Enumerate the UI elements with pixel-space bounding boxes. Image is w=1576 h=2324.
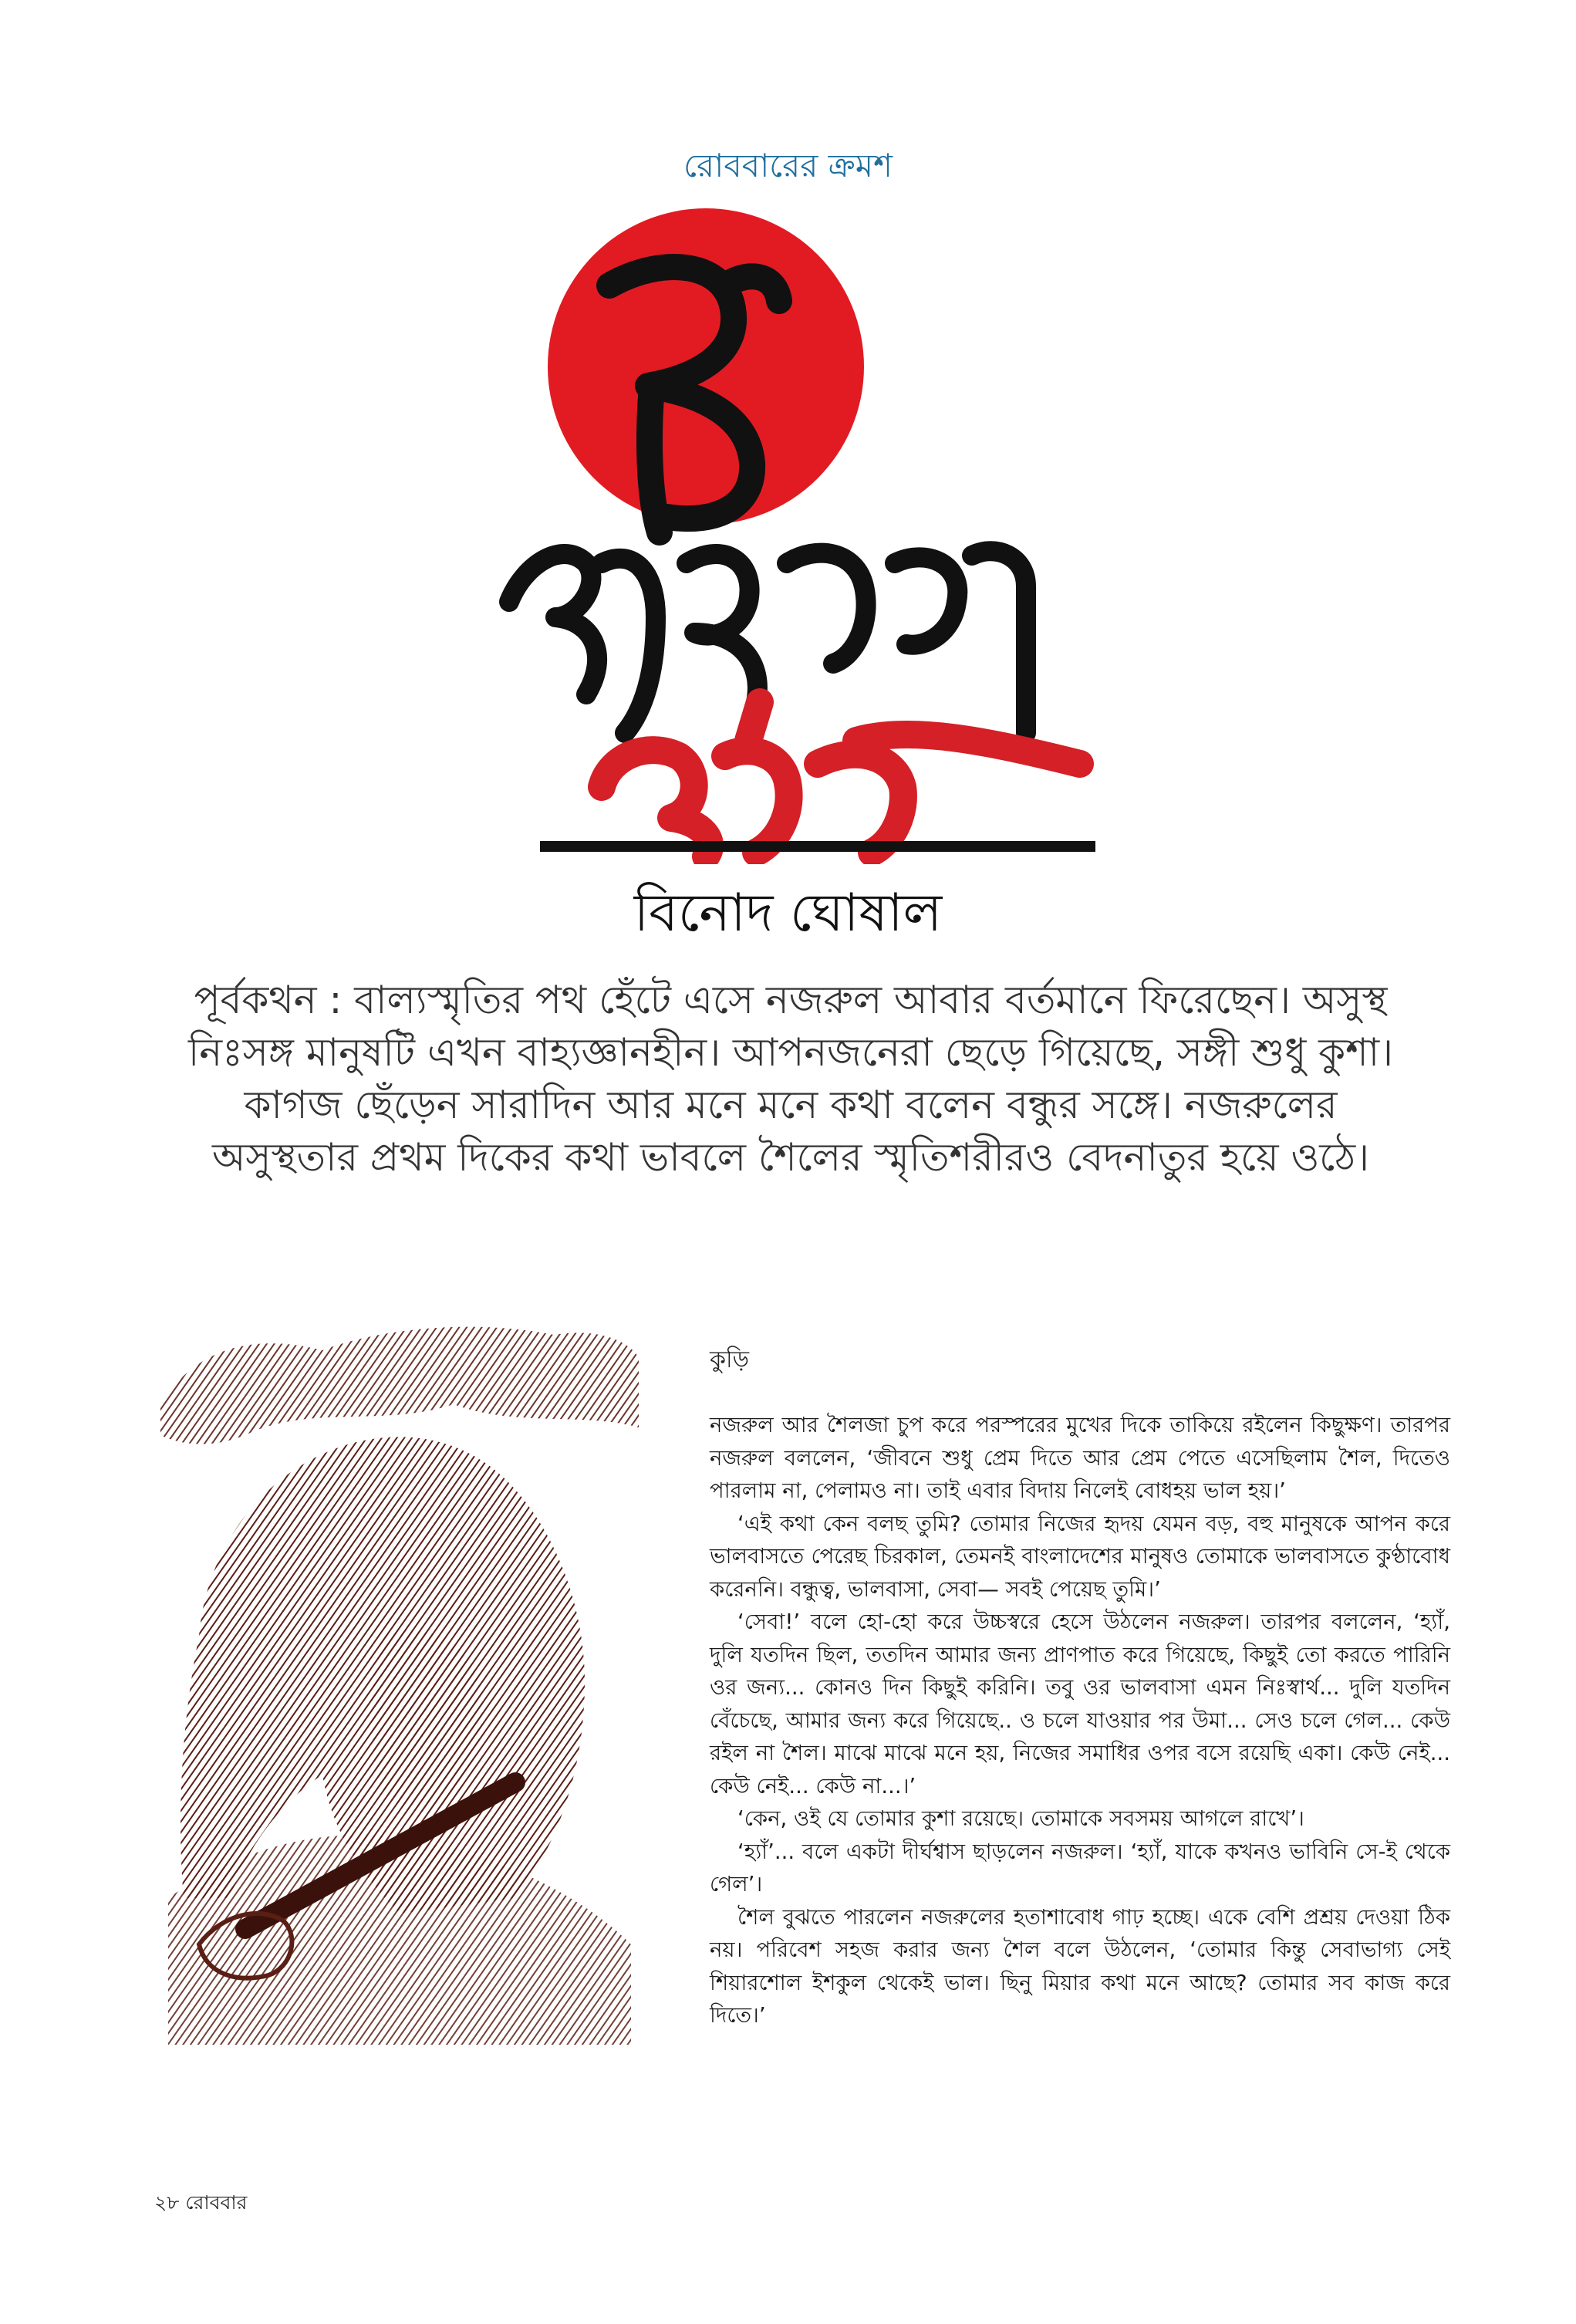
title-logo [494, 201, 1111, 864]
paragraph: ‘কেন, ওই যে তোমার কুশা রয়েছে। তোমাকে সবসময় আগলে রাখে’। [737, 1806, 1304, 1831]
chapter-body [710, 1409, 1450, 2032]
paragraph: ‘এই কথা কেন বলছ তুমি? তোমার নিজের হৃদয় যেমন বড়, বহু মানুষকে আপন করে ভালবাসতে পেরেছ চিরকাল, তেমনই বাংলাদেশের মানুষও তোমাকে ভালবাসতে কুণ্ঠাবোধ করেননি। বন্ধুত্ব, ভালবাসা, সেবা— সবই পেয়েছ তুমি।’ [710, 1511, 1450, 1602]
sky-smudge-top [160, 1327, 639, 1444]
body-mass [168, 1835, 631, 2045]
paragraph: ‘হ্যাঁ’... বলে একটা দীর্ঘশ্বাস ছাড়লেন নজরুল। ‘হ্যাঁ, যাকে কখনও ভাবিনি সে-ই থেকে গেল’। [710, 1839, 1450, 1897]
paragraph: নজরুল আর শৈলজা চুপ করে পরস্পরের মুখের দিকে তাকিয়ে রইলেন কিছুক্ষণ। তারপর নজরুল বললেন, ‘জীবনে শুধু প্রেম দিতে আর প্রেম পেতে এসেছিলাম শৈল, দিতেও পারলাম না, পেলামও না। তাই এবার বিদায় নিলেই বোধহয় ভাল হয়।’ [710, 1413, 1450, 1503]
paragraph: শৈল বুঝতে পারলেন নজরুলের হতাশাবোধ গাঢ় হচ্ছে। একে বেশি প্রশ্রয় দেওয়া ঠিক নয়। পরিবেশ সহজ করার জন্য শৈল বলে উঠলেন, ‘তোমার কিন্তু সেবাভাগ্য সেই শিয়ারশোল ইশকুল থেকেই ভাল। ছিনু মিয়ার কথা মনে আছে? তোমার সব কাজ করে দিতে।’ [710, 1904, 1450, 2028]
intro-summary: পূর্বকথন : বাল্যস্মৃতির পথ হেঁটে এসে নজরুল আবার বর্তমানে ফিরেছেন। অসুস্থ নিঃসঙ্গ মানুষটি এখন বাহ্যজ্ঞানহীন। আপনজনেরা ছেড়ে গিয়েছে, সঙ্গী শুধু কুশা। কাগজ ছেঁড়েন সারাদিন আর মনে মনে কথা বলেন বন্ধুর সঙ্গে। নজরুলের অসুস্থতার প্রথম দিকের কথা ভাবলে শৈলের স্মৃতিশরীরও বেদনাতুর হয়ে ওঠে। [187, 978, 1394, 1180]
series-label: রোববারের ক্রমশ [683, 147, 893, 184]
title-rule [540, 841, 1095, 852]
chapter-heading: কুড়ি [710, 1346, 749, 1373]
paragraph: ‘সেবা!’ বলে হো-হো করে উচ্চস্বরে হেসে উঠলেন নজরুল। তারপর বললেন, ‘হ্যাঁ, দুলি যতদিন ছিল, ততদিন আমার জন্য প্রাণপাত করে গিয়েছে, কিছুই তো করতে পারিনি ওর জন্য... কোনও দিন কিছুই করিনি। তবু ওর ভালবাসা এমন নিঃস্বার্থ... দুলি যতদিন বেঁচেছে, আমার জন্য করে গিয়েছে.. ও চলে যাওয়ার পর উমা... সেও চলে গেল... কেউ রইল না শৈল। মাঝে মাঝে মনে হয়, নিজের সমাধির ওপর বসে রয়েছি একা। কেউ নেই... কেউ নেই... কেউ না...।’ [710, 1610, 1450, 1799]
author-name: বিনোদ ঘোষাল [633, 883, 943, 944]
page-folio: ২৮ রোববার [154, 2191, 248, 2214]
logo-word-bottom [602, 702, 1080, 856]
illustration [153, 1312, 643, 2045]
logo-text: কে কড়ায় বাঁশি [800, 860, 805, 861]
